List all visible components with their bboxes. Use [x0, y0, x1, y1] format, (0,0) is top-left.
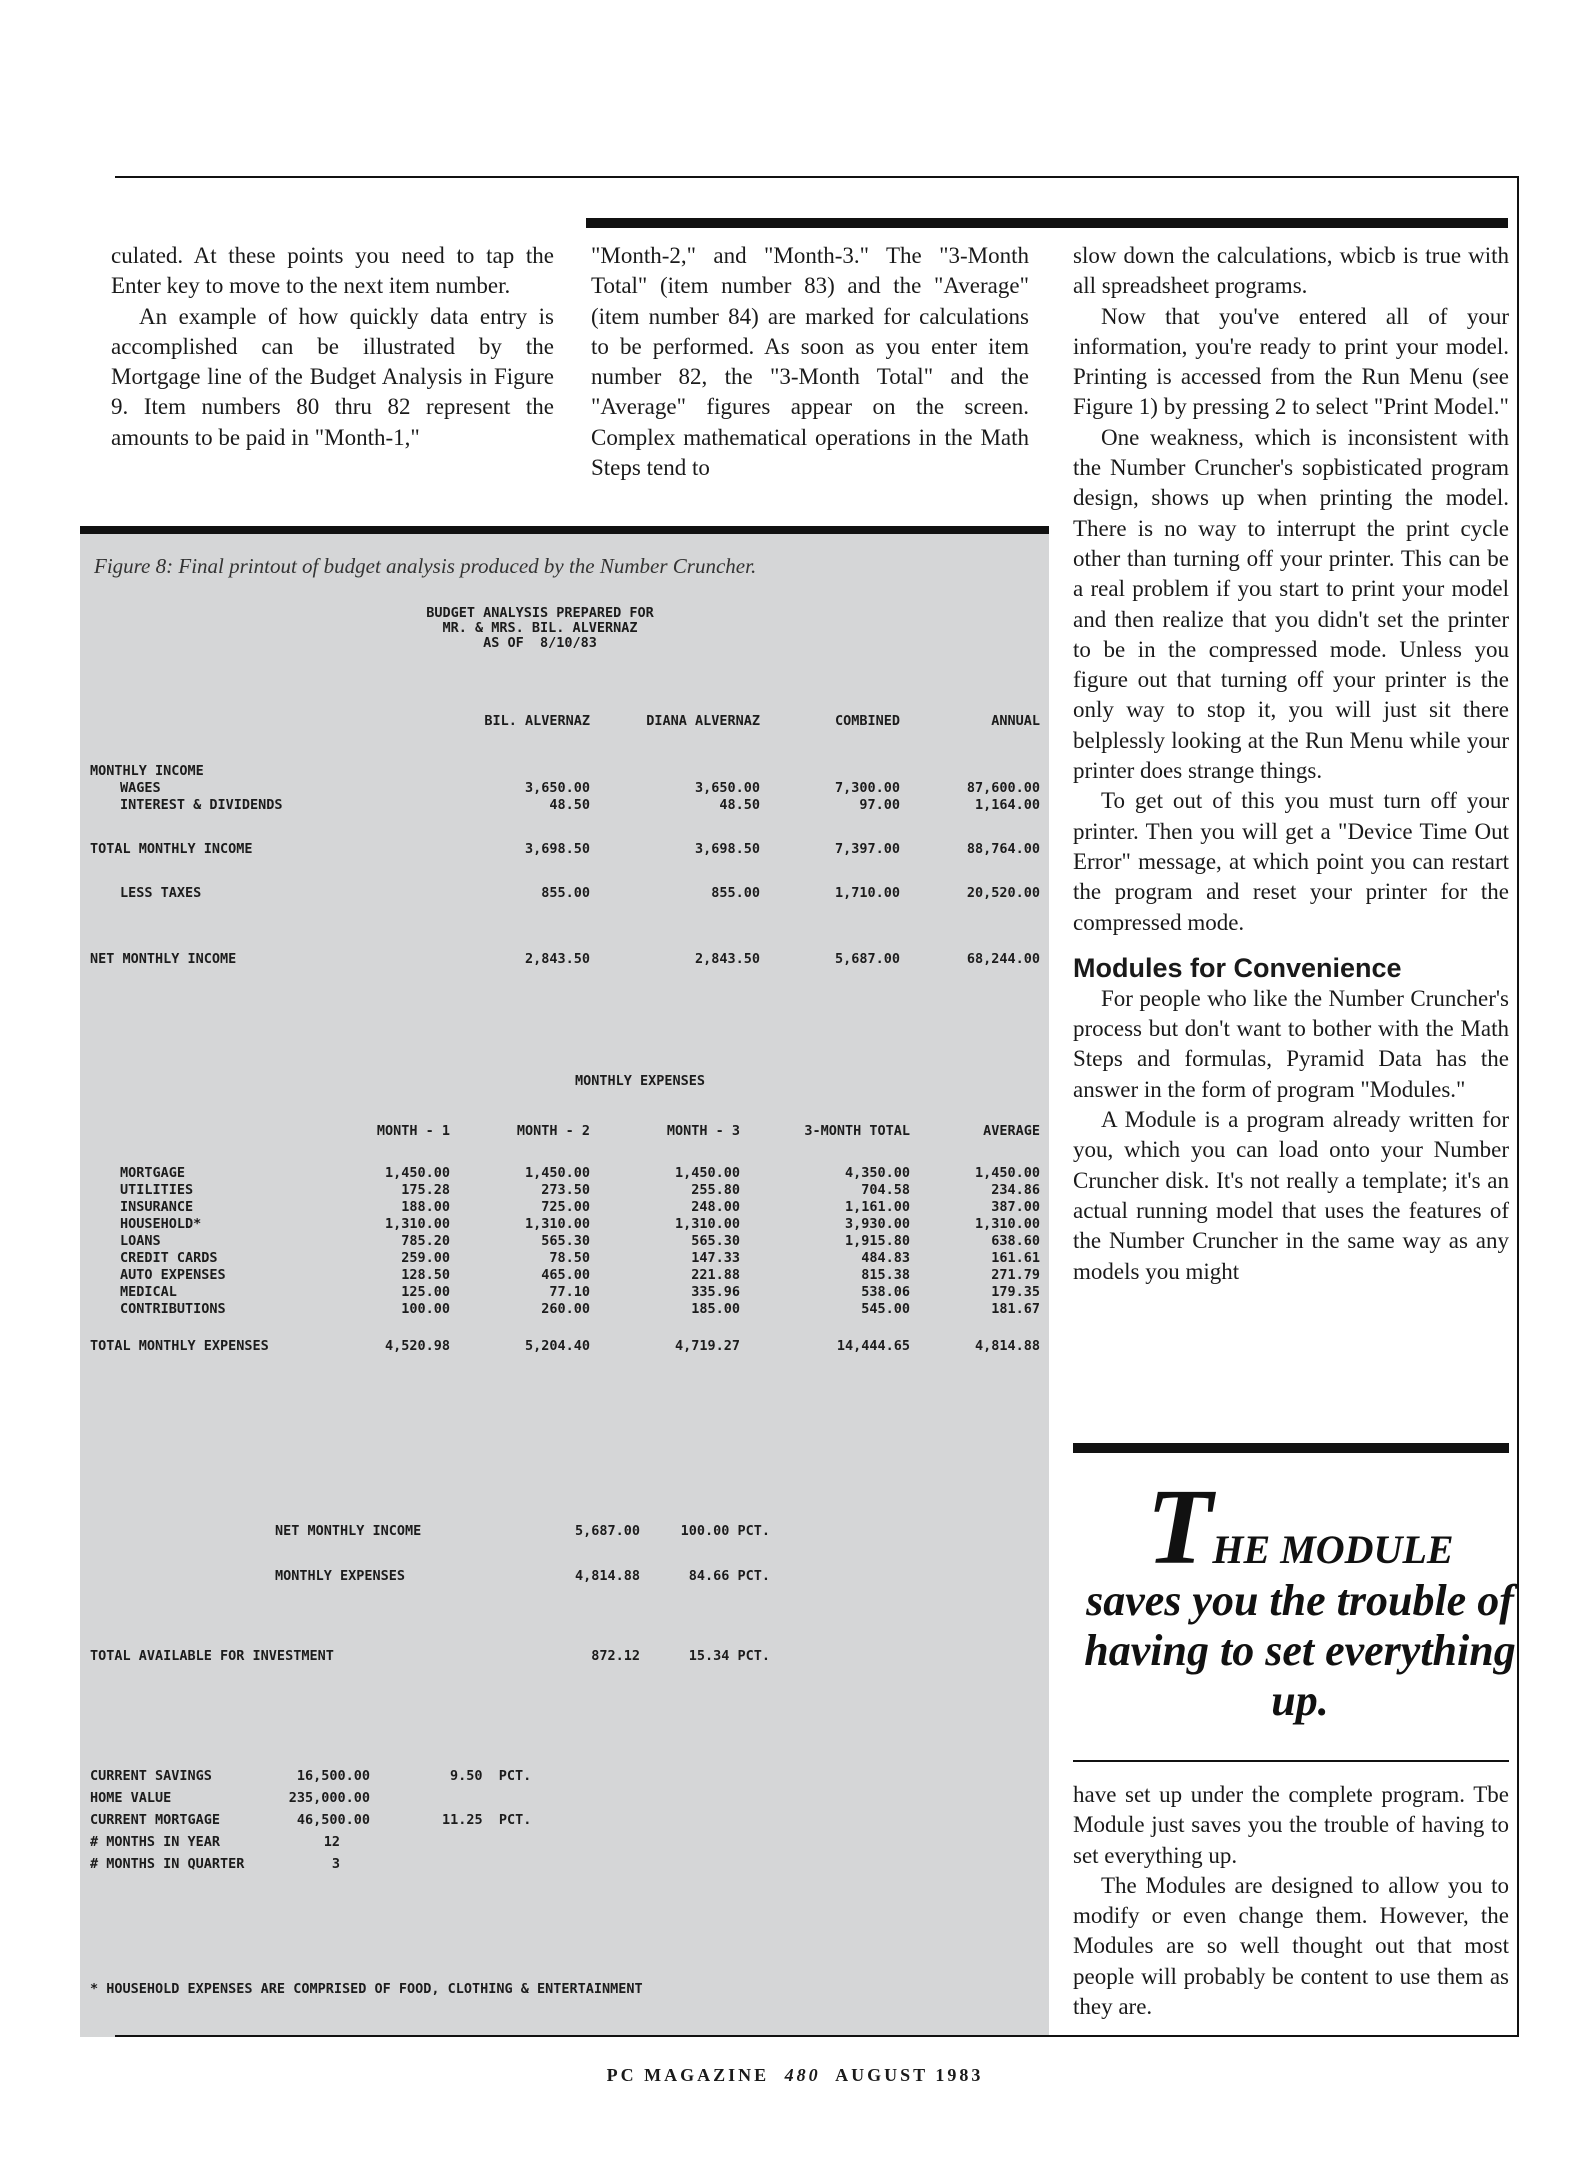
- asset-value: 46,500.00: [296, 1812, 370, 1828]
- paragraph: For people who like the Number Cruncher's process but don't want to bother with the Math Steps and formulas, Pyramid Data has the answer in the form of program "Modules.": [1073, 985, 1509, 1102]
- expense-cell: 179.35: [991, 1284, 1040, 1300]
- expense-cell: 259.00: [401, 1250, 450, 1266]
- expense-col-header: AVERAGE: [983, 1123, 1040, 1139]
- total-income-label: TOTAL MONTHLY INCOME: [90, 841, 253, 857]
- expense-cell: 1,450.00: [384, 1165, 450, 1181]
- taxes-cell: 1,710.00: [834, 885, 900, 901]
- expense-cell: 387.00: [991, 1199, 1040, 1215]
- asset-label: # MONTHS IN QUARTER: [90, 1856, 245, 1872]
- expense-cell: 1,310.00: [674, 1216, 740, 1232]
- expense-label: CREDIT CARDS: [120, 1250, 218, 1266]
- expense-col-header: MONTH - 3: [666, 1123, 740, 1139]
- net-income-cell: 2,843.50: [524, 951, 590, 967]
- paragraph: One weakness, which is inconsistent with the Number Cruncher's sopbisticated program design, shows up when printing the model. There is no way to interrupt the print cycle other than turning off your printer. This can be a real problem if you start to print your model and then realize that you didn't set the printer to be in the compressed mode. Unless you figure out that turning off your printer is the only way to stop it, you will just sit there belplessly looking at the Run Menu while your printer does strange things.: [1073, 424, 1509, 784]
- expense-cell: 128.50: [401, 1267, 450, 1283]
- printout-header-line: BUDGET ANALYSIS PREPARED FOR: [426, 605, 654, 621]
- bottom-rule: [115, 2035, 1519, 2037]
- income-cell: 48.50: [719, 797, 760, 813]
- pull-quote-line1: THE MODULE: [1146, 1468, 1454, 1587]
- page-footer: [0, 2065, 1590, 2086]
- top-rule: [115, 176, 1519, 178]
- expense-label: INSURANCE: [120, 1199, 194, 1215]
- income-cell: 87,600.00: [966, 780, 1040, 796]
- expense-cell: 465.00: [541, 1267, 590, 1283]
- asset-value: 16,500.00: [296, 1768, 370, 1784]
- income-col-header: DIANA ALVERNAZ: [646, 713, 760, 729]
- pull-quote-line4: up.: [1271, 1676, 1329, 1725]
- net-income-label: NET MONTHLY INCOME: [90, 951, 237, 967]
- article-column-1: [111, 241, 554, 453]
- expense-cell: 77.10: [549, 1284, 590, 1300]
- printout-header-line: MR. & MRS. BIL. ALVERNAZ: [442, 620, 638, 636]
- paragraph: An example of how quickly data entry is accomplished can be illustrated by the Mortgage line of the Budget Analysis in Figure 9. Item numbers 80 thru 82 represent the amounts to be paid in "Month-1,": [111, 303, 554, 450]
- summary-amount: 4,814.88: [574, 1568, 640, 1584]
- expense-cell: 1,450.00: [974, 1165, 1040, 1181]
- expense-label: CONTRIBUTIONS: [120, 1301, 226, 1317]
- expense-cell: 161.61: [991, 1250, 1040, 1266]
- expense-cell: 260.00: [541, 1301, 590, 1317]
- income-cell: 3,650.00: [694, 780, 760, 796]
- expense-cell: 4,350.00: [844, 1165, 910, 1181]
- article-column-2: [591, 241, 1029, 483]
- expense-cell: 181.67: [991, 1301, 1040, 1317]
- asset-value: 12: [323, 1834, 340, 1850]
- total-expenses-cell: 14,444.65: [836, 1338, 910, 1354]
- expenses-title: MONTHLY EXPENSES: [574, 1073, 706, 1089]
- pull-quote: [1080, 1468, 1520, 1726]
- pull-quote-line2: saves you the trouble of: [1086, 1576, 1514, 1625]
- total-expenses-cell: 4,814.88: [974, 1338, 1040, 1354]
- footnote: * HOUSEHOLD EXPENSES ARE COMPRISED OF FOOD, CLOTHING & ENTERTAINMENT: [90, 1981, 643, 1997]
- total-income-cell: 3,698.50: [694, 841, 760, 857]
- article-column-3: [1073, 241, 1509, 1287]
- figure-caption: Figure 8: Final printout of budget analysis produced by the Number Cruncher.: [94, 554, 757, 578]
- taxes-cell: 855.00: [711, 885, 760, 901]
- paragraph: To get out of this you must turn off your printer. Then you will get a "Device Time Out Error" message, at which point you can restart the program and reset your printer for the compressed mode.: [1073, 788, 1509, 935]
- pullquote-bottom-rule: [1073, 1760, 1509, 1762]
- total-expenses-label: TOTAL MONTHLY EXPENSES: [90, 1338, 269, 1354]
- expense-label: MORTGAGE: [120, 1165, 186, 1181]
- total-income-cell: 88,764.00: [966, 841, 1040, 857]
- net-income-cell: 2,843.50: [694, 951, 760, 967]
- taxes-label: LESS TAXES: [120, 885, 202, 901]
- expense-cell: 335.96: [691, 1284, 740, 1300]
- expense-cell: 545.00: [861, 1301, 910, 1317]
- paragraph: slow down the calculations, wbicb is true with all spreadsheet programs.: [1073, 243, 1509, 299]
- expense-cell: 1,310.00: [524, 1216, 590, 1232]
- total-income-cell: 7,397.00: [834, 841, 900, 857]
- paragraph: Now that you've entered all of your information, you're ready to print your model. Printing is accessed from the Run Menu (see Figure 1) by pressing 2 to select "Print Model.": [1073, 303, 1509, 420]
- summary-percent: 100.00 PCT.: [680, 1523, 770, 1539]
- summary-amount: 5,687.00: [574, 1523, 640, 1539]
- expense-cell: 725.00: [541, 1199, 590, 1215]
- paragraph: culated. At these points you need to tap the Enter key to move to the next item number.: [111, 243, 554, 299]
- asset-value: 3: [331, 1856, 340, 1872]
- figure-8-printout: [80, 534, 1049, 2037]
- expense-cell: 484.83: [861, 1250, 910, 1266]
- expense-cell: 1,310.00: [974, 1216, 1040, 1232]
- total-expenses-cell: 4,719.27: [674, 1338, 740, 1354]
- income-cell: 48.50: [549, 797, 590, 813]
- asset-label: CURRENT SAVINGS: [90, 1768, 212, 1784]
- expense-cell: 255.80: [691, 1182, 740, 1198]
- expense-cell: 3,930.00: [844, 1216, 910, 1232]
- income-cell: 7,300.00: [834, 780, 900, 796]
- expense-label: LOANS: [120, 1233, 161, 1249]
- income-col-header: ANNUAL: [991, 713, 1040, 729]
- expense-cell: 185.00: [691, 1301, 740, 1317]
- expense-col-header: 3-MONTH TOTAL: [804, 1123, 910, 1139]
- available-label: TOTAL AVAILABLE FOR INVESTMENT: [90, 1648, 334, 1664]
- total-expenses-cell: 5,204.40: [524, 1338, 590, 1354]
- income-cell: 1,164.00: [974, 797, 1040, 813]
- expense-label: AUTO EXPENSES: [120, 1267, 226, 1283]
- expense-cell: 565.30: [541, 1233, 590, 1249]
- summary-label: MONTHLY EXPENSES: [275, 1568, 406, 1584]
- expense-cell: 538.06: [861, 1284, 910, 1300]
- expense-col-header: MONTH - 2: [516, 1123, 590, 1139]
- available-percent: 15.34 PCT.: [688, 1648, 770, 1664]
- income-row-label: INTEREST & DIVIDENDS: [120, 797, 283, 813]
- expense-col-header: MONTH - 1: [376, 1123, 450, 1139]
- expense-cell: 1,450.00: [674, 1165, 740, 1181]
- income-cell: 97.00: [859, 797, 900, 813]
- income-section-label: MONTHLY INCOME: [90, 763, 204, 779]
- asset-value: 235,000.00: [288, 1790, 370, 1806]
- net-income-cell: 68,244.00: [966, 951, 1040, 967]
- expense-cell: 78.50: [549, 1250, 590, 1266]
- taxes-cell: 20,520.00: [966, 885, 1040, 901]
- pull-quote-line3: having to set everything: [1084, 1626, 1516, 1675]
- summary-percent: 84.66 PCT.: [688, 1568, 770, 1584]
- asset-rate: 11.25 PCT.: [442, 1812, 532, 1828]
- expense-cell: 147.33: [691, 1250, 740, 1266]
- taxes-cell: 855.00: [541, 885, 590, 901]
- expense-cell: 1,915.80: [844, 1233, 910, 1249]
- net-income-cell: 5,687.00: [834, 951, 900, 967]
- asset-label: HOME VALUE: [90, 1790, 172, 1806]
- paragraph: The Modules are designed to allow you to modify or even change them. However, the Modules are so well thought out that most people will probably be content to use them as they are.: [1073, 1872, 1509, 2020]
- right-border: [1517, 176, 1519, 2036]
- article-column-3-continued: [1073, 1780, 1509, 2022]
- footer-page-number: 480: [784, 2065, 821, 2085]
- expense-cell: 271.79: [991, 1267, 1040, 1283]
- expense-cell: 221.88: [691, 1267, 740, 1283]
- pullquote-top-rule: [1073, 1443, 1509, 1453]
- income-cell: 3,650.00: [524, 780, 590, 796]
- expense-label: MEDICAL: [120, 1284, 177, 1300]
- expense-cell: 1,310.00: [384, 1216, 450, 1232]
- expense-cell: 175.28: [401, 1182, 450, 1198]
- total-income-cell: 3,698.50: [524, 841, 590, 857]
- asset-label: # MONTHS IN YEAR: [90, 1834, 221, 1850]
- footer-date: AUGUST 1983: [835, 2065, 984, 2085]
- expense-cell: 248.00: [691, 1199, 740, 1215]
- income-col-header: BIL. ALVERNAZ: [484, 713, 590, 729]
- available-amount: 872.12: [591, 1648, 640, 1664]
- expense-label: HOUSEHOLD*: [120, 1216, 202, 1232]
- expense-cell: 1,450.00: [524, 1165, 590, 1181]
- paragraph: A Module is a program already written for you, which you can load onto your Number Cruncher disk. It's not really a template; it's an actual running model that uses the features of the Number Cruncher in the same way as any models you might: [1073, 1107, 1509, 1284]
- expense-cell: 188.00: [401, 1199, 450, 1215]
- expense-label: UTILITIES: [120, 1182, 194, 1198]
- expense-cell: 565.30: [691, 1233, 740, 1249]
- expense-cell: 785.20: [401, 1233, 450, 1249]
- summary-label: NET MONTHLY INCOME: [275, 1523, 422, 1539]
- income-row-label: WAGES: [120, 780, 161, 796]
- section-heading: Modules for Convenience: [1073, 952, 1402, 983]
- expense-cell: 704.58: [861, 1182, 910, 1198]
- footer-magazine: PC MAGAZINE: [606, 2065, 770, 2085]
- paragraph: have set up under the complete program. Tbe Module just saves you the trouble of having to set everything up.: [1073, 1782, 1509, 1868]
- paragraph: "Month-2," and "Month-3." The "3-Month Total" (item number 83) and the "Average" (item number 84) are marked for calculations to be performed. As soon as you enter item number 82, the "3-Month Total" and the "Average" figures appear on the screen. Complex mathematical operations in the Math Steps tend to: [591, 243, 1029, 481]
- income-col-header: COMBINED: [834, 713, 900, 729]
- printout-header-line: AS OF 8/10/83: [483, 635, 597, 651]
- expense-cell: 125.00: [401, 1284, 450, 1300]
- asset-label: CURRENT MORTGAGE: [90, 1812, 221, 1828]
- expense-cell: 100.00: [401, 1301, 450, 1317]
- col2-head-bar: [586, 218, 1508, 228]
- expense-cell: 234.86: [991, 1182, 1040, 1198]
- expense-cell: 815.38: [861, 1267, 910, 1283]
- expense-cell: 273.50: [541, 1182, 590, 1198]
- asset-rate: 9.50 PCT.: [450, 1768, 532, 1784]
- expense-cell: 1,161.00: [844, 1199, 910, 1215]
- total-expenses-cell: 4,520.98: [384, 1338, 450, 1354]
- expense-cell: 638.60: [991, 1233, 1040, 1249]
